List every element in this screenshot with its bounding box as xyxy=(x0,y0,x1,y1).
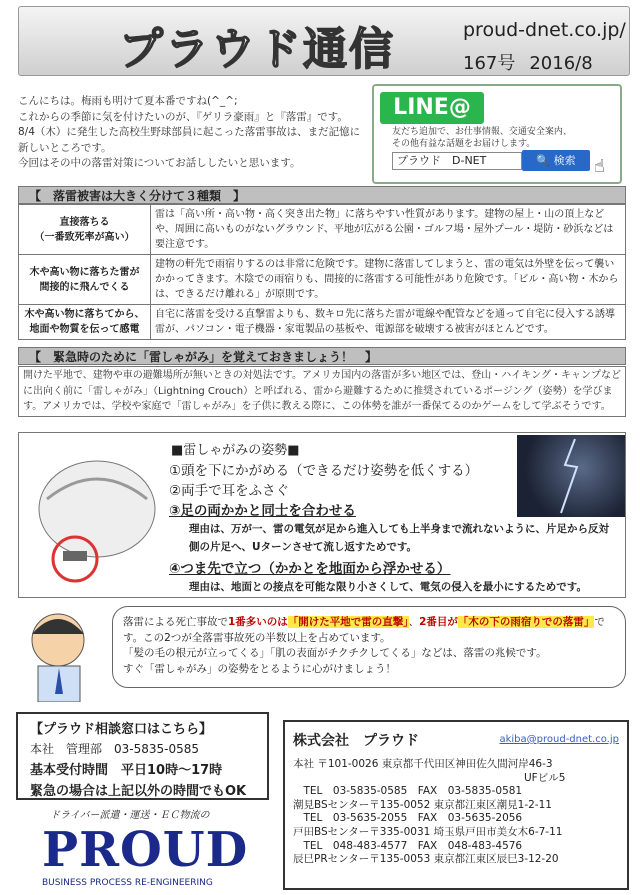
company-email-link[interactable]: akiba@proud-dnet.co.jp xyxy=(499,734,619,745)
damage-type-desc: 自宅に落雷を受ける直撃雷よりも、数キロ先に落ちた雷が電線や配管などを通って自宅に侵入する誘導雷が、パソコン・電子機器・家電製品の基板や、電源部を破壊する被害がほとんどです。 xyxy=(151,305,626,340)
pose-step-4-note: 理由は、地面との接点を可能な限り小さくして、電気の侵入を最小にするためです。 xyxy=(189,581,587,593)
search-button[interactable]: 🔍 検索 xyxy=(522,150,590,171)
consult-hours: 基本受付時間 平日10時～17時 xyxy=(30,763,223,778)
consult-title: 【プラウド相談窓口はこちら】 xyxy=(30,722,213,737)
lightning-bolt-icon xyxy=(517,435,625,517)
company-address-line: UFビル5 xyxy=(293,771,566,784)
bubble-emphasis: 1番多いのは xyxy=(228,616,288,628)
company-address-line: 本社 〒101-0026 東京都千代田区神田佐久間河岸46-3 xyxy=(293,758,553,770)
brand-tagline: ドライバー派遣・運送・ＥＣ物流の xyxy=(50,810,210,821)
damage-type-desc: 建物の軒先で雨宿りするのは非常に危険です。建物に落雷してしまうと、雷の電気は外壁を伝って襲いかかってきます。木陰での雨宿りも、間接的に落雷する可能性があり危険です。「ビル・高い物・木からは、できるだけ離れる」が原則です。 xyxy=(151,255,626,305)
company-address-line: TEL 03-5635-2055 FAX 03-5635-2056 xyxy=(293,812,523,825)
pointer-cursor-icon: ☝ xyxy=(594,156,605,177)
pose-step-4: ④つま先で立つ（かかとを地面から浮かせる） xyxy=(169,561,451,577)
site-domain: proud-dnet.co.jp/ xyxy=(463,19,626,41)
company-address-line: 辰巳PRセンター〒135-0053 東京都江東区辰巳3-12-20 xyxy=(293,853,559,866)
bubble-highlight: 「開けた平地で雷の直撃」 xyxy=(287,616,409,628)
pose-step-3: ③足の両かかと同士を合わせる xyxy=(169,503,356,519)
pose-step-1: ①頭を下にかがめる（できるだけ姿勢を低くする） xyxy=(169,463,479,479)
bubble-text: 「髪の毛の根元が立ってくる」「肌の表面がチクチクしてくる」などは、落雷の兆候です。 xyxy=(123,647,547,659)
table-row xyxy=(19,255,626,305)
proud-logo-subtitle: BUSINESS PROCESS RE-ENGINEERING xyxy=(42,878,213,888)
bubble-text: 落雷による死亡事故で xyxy=(123,616,228,628)
consult-emergency: 緊急の場合は上記以外の時間でもOK xyxy=(30,784,247,799)
bubble-highlight: 「木の下の雨宿りでの落雷」 xyxy=(457,616,595,628)
consult-tel[interactable]: 03-5835-0585 xyxy=(114,742,200,756)
damage-type-desc: 雷は「高い所・高い物・高く突き出た物」に落ちやすい性質があります。建物の屋上・山の頂上などや、周囲に高いものがないグラウンド、平地が広がる公園・ゴルフ場・屋外プール・堤防・砂浜などは要注意です。 xyxy=(151,205,626,255)
search-input[interactable]: プラウド D-NET xyxy=(392,152,522,170)
section-heading-damage: 【 落雷被害は大きく分けて３種類 】 xyxy=(18,186,626,204)
line-logo: LINE@ xyxy=(380,92,484,124)
damage-type-label: 直接落ちる （一番致死率が高い） xyxy=(19,205,151,255)
lightning-photo xyxy=(517,435,625,517)
pose-title: ■雷しゃがみの姿勢■ xyxy=(171,443,300,458)
damage-type-label: 木や高い物に落ちた雷が 間接的に飛んでくる xyxy=(19,255,151,305)
intro-line: こんにちは。梅雨も明けて夏本番ですね(^_^; xyxy=(18,95,238,107)
line-promo-box xyxy=(372,84,622,184)
bubble-text: すぐ「雷しゃがみ」の姿勢をとるように心がけましょう！ xyxy=(123,662,396,675)
office-worker-illustration xyxy=(18,604,110,702)
company-name: 株式会社 プラウド xyxy=(293,733,419,749)
table-row xyxy=(19,305,626,340)
table-row xyxy=(19,205,626,255)
intro-line: これからの季節に気を付けたいのが、『ゲリラ豪雨』と『落雷』です。8/4（木）に発生した高校生野球部員に起こった落雷事故は、まだ記憶に新しいところです。 xyxy=(18,110,361,154)
crouching-person-illustration xyxy=(27,439,167,591)
intro-line: 今回はその中の落雷対策についてお話ししたいと思います。 xyxy=(18,157,301,169)
speech-bubble xyxy=(112,606,626,688)
pose-step-2: ②両手で耳をふさぐ xyxy=(169,483,290,499)
company-address-line: TEL 03-5835-0585 FAX 03-5835-0581 xyxy=(293,785,523,798)
consultation-box xyxy=(16,712,269,800)
company-address-line: 潮見BSセンター〒135-0052 東京都江東区潮見1-2-11 xyxy=(293,798,552,811)
crouch-lead-text: 開けた平地で、建物や車の避難場所が無いときの対処法です。アメリカ国内の落雷が多い地区では、登山・ハイキング・キャンプなどに出向く前に「雷しゃがみ」（Lightning Crouch）と呼ばれる、雷から避難するために推奨されているポージング（姿勢）を学びます。アメリカでは、学校や家庭で「雷しゃがみ」を子供に教える際に、この体勢を誰が一番保てるのかゲームをして学ぶそうです。 xyxy=(18,366,626,417)
bubble-text: 、 xyxy=(408,616,420,628)
crouch-pose-panel xyxy=(18,432,626,598)
pose-step-3-note: 側の片足へ、Uターンさせて流し返すためです。 xyxy=(189,541,417,553)
issue-info xyxy=(463,49,607,75)
bubble-emphasis: 2番目が xyxy=(419,616,458,628)
proud-logo: PROUD xyxy=(42,822,249,878)
bubble-text: です。この2つが全落雷事故死の半数以上を占めています。 xyxy=(123,616,605,644)
company-address-line: TEL 048-483-4577 FAX 048-483-4576 xyxy=(293,839,523,852)
issue-date: 2016/8 xyxy=(529,53,593,74)
consult-office xyxy=(30,740,255,757)
pose-step-3-note: 理由は、万が一、雷の電気が足から進入しても上半身まで流れないように、片足から反対 xyxy=(189,523,609,535)
issue-number: 167号 xyxy=(463,53,516,74)
newsletter-title: プラウド通信 xyxy=(119,24,395,75)
line-promo-text: 友だち追加で、お仕事情報、交通安全案内、その他有益な話題をお届けします。 xyxy=(392,127,572,149)
intro-text xyxy=(18,94,363,172)
section-heading-crouch: 【 緊急時のために「雷しゃがみ」を覚えておきましょう！ 】 xyxy=(18,347,626,365)
company-address-line: 戸田BSセンター〒335-0031 埼玉県戸田市美女木6-7-11 xyxy=(293,825,563,838)
company-info-box xyxy=(283,720,629,890)
consult-office-label: 本社 管理部 xyxy=(30,742,103,756)
damage-types-table xyxy=(18,204,626,340)
damage-type-label: 木や高い物に落ちてから、 地面や物質を伝って感電 xyxy=(19,305,151,340)
company-address-list xyxy=(293,758,619,867)
newsletter-header xyxy=(18,6,630,76)
